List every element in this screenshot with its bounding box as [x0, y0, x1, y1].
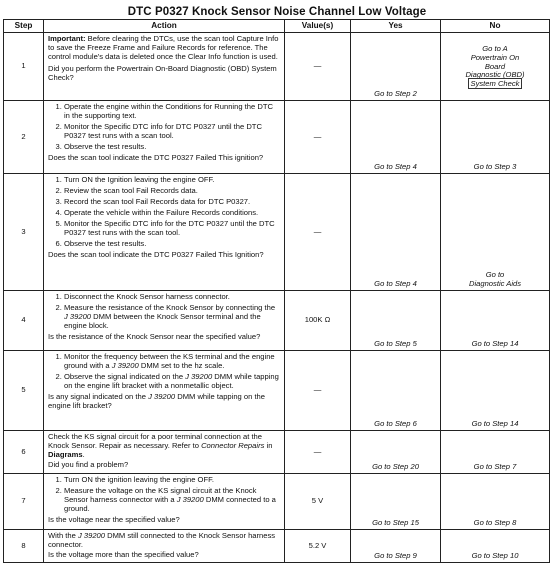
no-link[interactable]: Go to Step 10 [441, 530, 550, 563]
important-note [48, 35, 280, 62]
action-item [64, 304, 280, 331]
header-step: Step [4, 20, 44, 33]
question: Is the voltage more than the specified value? [48, 549, 199, 559]
action-item: 6. Observe the test results. [64, 240, 280, 249]
action-text: DMM still connected to the Knock Sensor harness connector. [48, 531, 276, 549]
value-cell: — [285, 351, 351, 431]
yes-link[interactable]: Go to Step 15 [351, 474, 441, 530]
action-text: Measure the resistance of the Knock Sensor by connecting the [64, 302, 276, 312]
action-cell [44, 101, 285, 174]
value-cell: — [285, 431, 351, 474]
table-row [4, 474, 550, 530]
yes-link[interactable]: Go to Step 4 [351, 174, 441, 291]
yes-link[interactable]: Go to Step 2 [351, 33, 441, 101]
diagrams-link[interactable]: Diagrams [48, 449, 83, 459]
action-list [48, 176, 280, 249]
important-text: Before clearing the DTCs, use the scan tool Capture Info to save the Freeze Frame and Failure Records for reference. The control module's data is deleted once the Clear Info function is used. [48, 34, 279, 61]
question: Did you perform the Powertrain On-Board Diagnostic (OBD) System Check? [48, 63, 277, 82]
table-row [4, 291, 550, 351]
action-text [48, 433, 280, 460]
tool-reference: J 39200 [64, 311, 92, 321]
action-item: 2. Review the scan tool Fail Records data. [64, 187, 280, 196]
table-row [4, 101, 550, 174]
header-yes: Yes [351, 20, 441, 33]
action-text: Check the KS signal circuit for a poor terminal connection at the Knock Sensor. Repair as necessary. Refer to [48, 432, 263, 450]
tool-reference: J 39200 [111, 360, 139, 370]
action-item [64, 487, 280, 514]
action-item: 3. Record the scan tool Fail Records data for DTC P0327. [64, 198, 280, 207]
no-link[interactable]: Go to Step 3 [441, 101, 550, 174]
action-item: 1. Disconnect the Knock Sensor harness connector. [64, 293, 280, 302]
action-list [48, 476, 280, 514]
action-item [64, 353, 280, 371]
no-text-line: Diagnostic (OBD) [465, 70, 525, 80]
yes-link[interactable]: Go to Step 4 [351, 101, 441, 174]
action-item [64, 373, 280, 391]
table-row [4, 530, 550, 563]
question-text: DMM while tapping on the engine lift bracket? [48, 391, 265, 410]
question [48, 393, 280, 411]
action-item: 1. Turn ON the Ignition leaving the engine OFF. [64, 176, 280, 185]
tool-reference: J 39200 [77, 531, 105, 540]
table-row [4, 174, 550, 291]
step-number: 3 [4, 174, 44, 291]
step-number: 4 [4, 291, 44, 351]
table-row [4, 33, 550, 101]
no-text-line: Powertrain On [470, 52, 520, 62]
question: Does the scan tool indicate the DTC P0327 Failed This Ignition? [48, 249, 264, 259]
question: Is the voltage near the specified value? [48, 514, 180, 524]
no-link[interactable]: Go to Step 8 [441, 474, 550, 530]
step-number: 1 [4, 33, 44, 101]
step-number: 8 [4, 530, 44, 563]
action-item: 4. Operate the vehicle within the Failure Records conditions. [64, 209, 280, 218]
no-text-line: Diagnostic Aids [468, 279, 522, 289]
no-link[interactable]: Go to Step 7 [441, 431, 550, 474]
header-no: No [441, 20, 550, 33]
no-text-line: Go to [485, 270, 505, 280]
question: Is the resistance of the Knock Sensor near the specified value? [48, 331, 261, 341]
table-header-row [4, 20, 550, 33]
action-text: Measure the voltage on the KS signal circuit at the Knock Sensor harness connector with a [64, 485, 257, 504]
question: Does the scan tool indicate the DTC P0327 Failed This ignition? [48, 152, 264, 162]
no-link[interactable] [441, 174, 550, 291]
action-item: 3. Observe the test results. [64, 143, 280, 152]
important-label: Important: [48, 34, 86, 43]
no-link[interactable] [441, 33, 550, 101]
action-list [48, 293, 280, 331]
table-row [4, 431, 550, 474]
action-cell [44, 474, 285, 530]
action-list [48, 353, 280, 391]
action-item: 2. Monitor the Specific DTC info for DTC P0327 until the DTC P0327 test runs with a scan tool. [64, 123, 280, 141]
action-text [48, 532, 280, 550]
header-values: Value(s) [285, 20, 351, 33]
table-row [4, 351, 550, 431]
yes-link[interactable]: Go to Step 9 [351, 530, 441, 563]
action-text: in [264, 440, 273, 450]
action-item: 1. Operate the engine within the Conditions for Running the DTC in the supporting text. [64, 103, 280, 121]
yes-link[interactable]: Go to Step 20 [351, 431, 441, 474]
value-cell: — [285, 174, 351, 291]
action-cell [44, 431, 285, 474]
action-text: . [82, 449, 85, 459]
yes-link[interactable]: Go to Step 5 [351, 291, 441, 351]
action-text: DMM between the Knock Sensor terminal and the engine block. [64, 311, 261, 330]
step-number: 2 [4, 101, 44, 174]
action-text: Monitor the frequency between the KS terminal and the engine ground with a [64, 352, 275, 370]
action-text: DMM while tapping on the engine lift bracket with a nonmetallic object. [64, 371, 279, 390]
no-text-line: Board [484, 61, 506, 71]
header-action: Action [44, 20, 285, 33]
no-link[interactable]: Go to Step 14 [441, 291, 550, 351]
value-cell: 5 V [285, 474, 351, 530]
action-text: With the [48, 531, 78, 540]
action-item: 1. Turn ON the ignition leaving the engine OFF. [64, 476, 280, 485]
action-text: DMM connected to a ground. [64, 494, 276, 513]
action-text: DMM set to the hz scale. [138, 360, 225, 370]
value-cell: 100K Ω [285, 291, 351, 351]
action-cell [44, 174, 285, 291]
step-number: 7 [4, 474, 44, 530]
step-number: 5 [4, 351, 44, 431]
question-text: Is any signal indicated on the [48, 391, 149, 401]
value-cell: — [285, 101, 351, 174]
tool-reference: J 39200 [176, 494, 204, 504]
action-cell [44, 291, 285, 351]
action-list [48, 103, 280, 152]
no-text-line: Go to A [482, 43, 508, 53]
system-check-link[interactable]: System Check [468, 78, 523, 89]
question: Did you find a problem? [48, 459, 129, 469]
action-cell [44, 351, 285, 431]
action-cell [44, 33, 285, 101]
tool-reference: J 39200 [185, 371, 213, 381]
diagnostic-table [3, 19, 550, 563]
page-title: DTC P0327 Knock Sensor Noise Channel Low Voltage [127, 6, 427, 18]
yes-link[interactable]: Go to Step 6 [351, 351, 441, 431]
value-cell: 5.2 V [285, 530, 351, 563]
no-link[interactable]: Go to Step 14 [441, 351, 550, 431]
action-item: 5. Monitor the Specific DTC info for the DTC P0327 until the DTC P0327 test runs with the scan tool. [64, 220, 280, 238]
action-cell [44, 530, 285, 563]
connector-repairs-link[interactable]: Connector Repairs [201, 440, 265, 450]
action-text: Observe the signal indicated on the [64, 371, 186, 381]
value-cell: — [285, 33, 351, 101]
step-number: 6 [4, 431, 44, 474]
tool-reference: J 39200 [148, 391, 176, 401]
